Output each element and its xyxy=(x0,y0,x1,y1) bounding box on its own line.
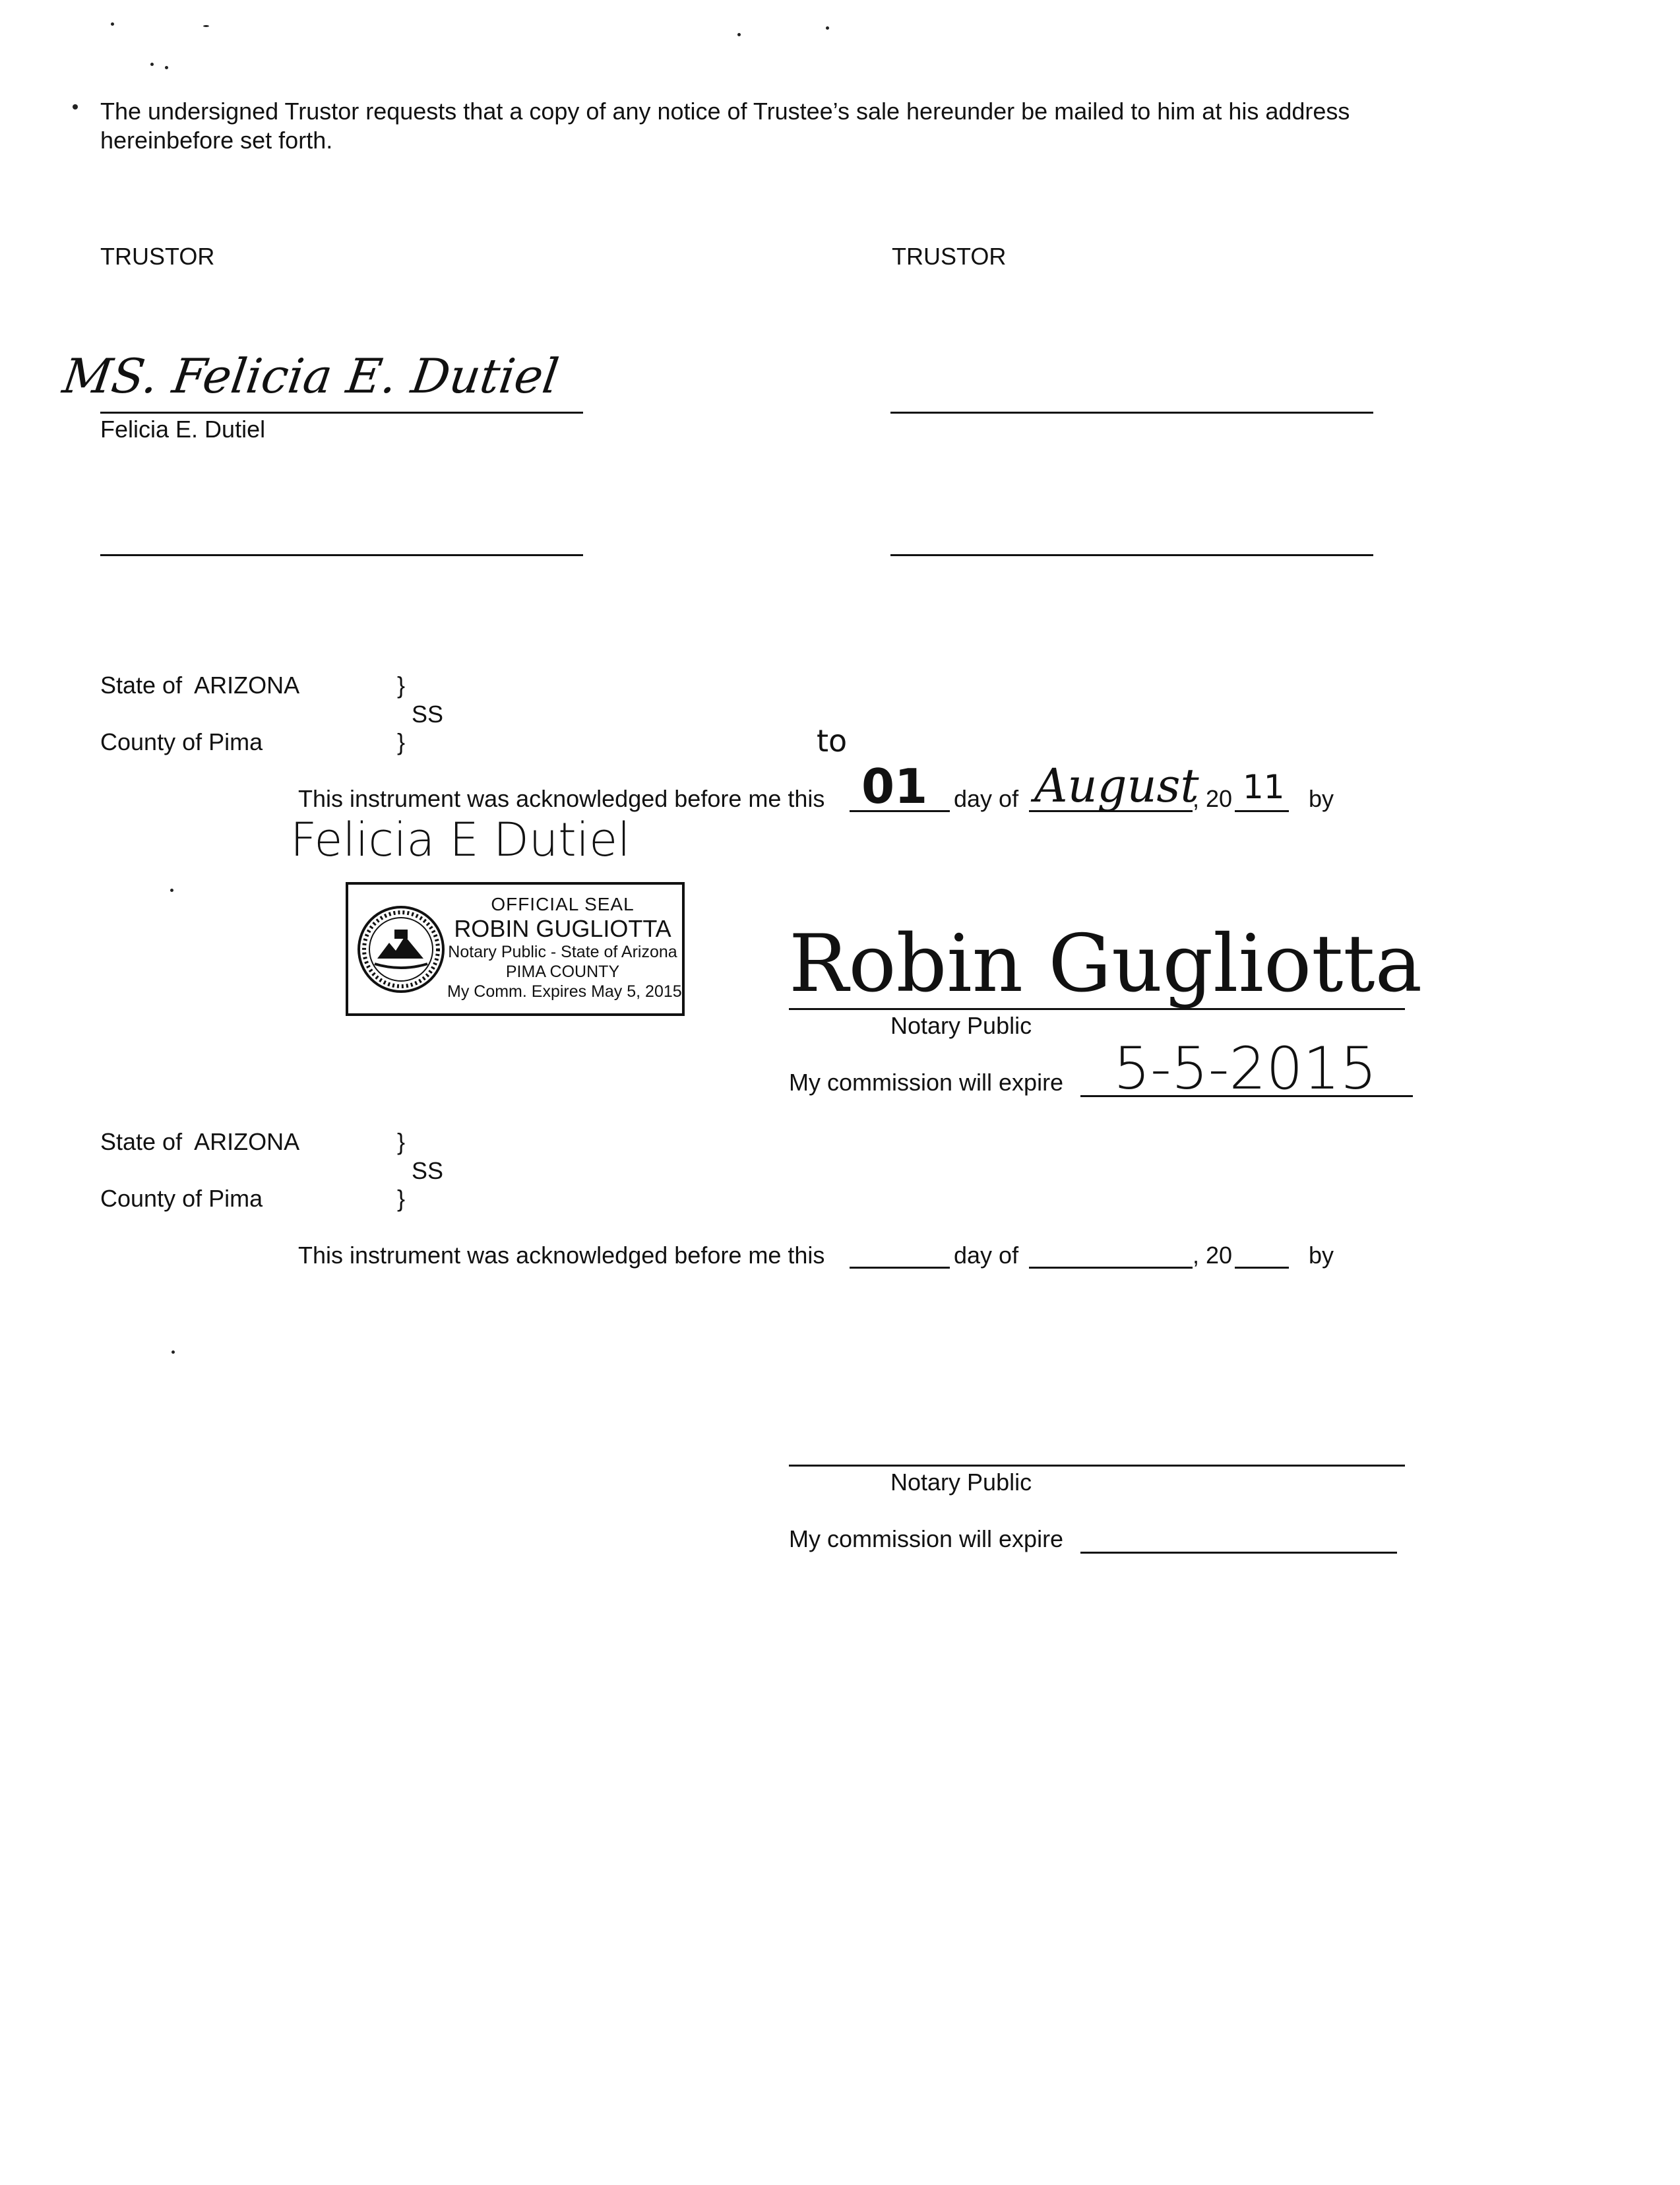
scan-speck xyxy=(826,26,829,30)
ack1-notary-public-label: Notary Public xyxy=(890,1012,1032,1039)
ack1-notary-signature-line xyxy=(789,1008,1405,1010)
ack1-handwritten-day-note: to xyxy=(817,723,848,759)
scan-speck xyxy=(737,33,741,36)
seal-line-1: Notary Public - State of Arizona xyxy=(448,943,677,961)
ack1-day-of: day of xyxy=(954,785,1019,812)
ack1-ss: SS xyxy=(412,701,444,728)
ack2-county-label: County of Pima xyxy=(100,1185,263,1212)
ack1-notary-signature: Robin Gugliotta xyxy=(789,918,1423,1010)
request-paragraph-line-1: The undersigned Trustor requests that a copy of any notice of Trustee’s sale hereunder be mailed to him at his address xyxy=(100,98,1350,125)
ack2-month-blank xyxy=(1029,1267,1193,1269)
ack2-brace-top: } xyxy=(397,1128,406,1155)
official-seal-stamp xyxy=(346,882,685,1016)
ack2-notary-signature-line xyxy=(789,1465,1405,1467)
ack1-handwritten-year: 11 xyxy=(1243,768,1285,806)
ack2-brace-bottom: } xyxy=(397,1185,406,1212)
ack2-text-before-day: This instrument was acknowledged before me this xyxy=(298,1242,825,1269)
seal-line-3: My Comm. Expires May 5, 2015 xyxy=(447,982,682,1001)
ack2-commission-blank xyxy=(1080,1552,1397,1554)
ack1-brace-top: } xyxy=(397,672,406,699)
ack1-county-label: County of Pima xyxy=(100,728,263,755)
ack2-day-of: day of xyxy=(954,1242,1019,1269)
ack1-comma-20: , 20 xyxy=(1193,785,1233,812)
scan-speck xyxy=(150,63,154,66)
seal-name: ROBIN GUGLIOTTA xyxy=(454,915,671,942)
ack2-commission-label: My commission will expire xyxy=(789,1525,1064,1552)
scan-speck xyxy=(170,889,173,892)
trustor-3-signature-line xyxy=(100,554,583,556)
seal-title: OFFICIAL SEAL xyxy=(491,894,635,914)
ack1-text-before-day: This instrument was acknowledged before me this xyxy=(298,785,825,812)
ack1-brace-bottom: } xyxy=(397,728,406,755)
scan-speck xyxy=(73,104,78,110)
ack1-by: by xyxy=(1309,785,1334,812)
ack2-comma-20: , 20 xyxy=(1193,1242,1233,1269)
trustor-1-name: Felicia E. Dutiel xyxy=(100,416,266,443)
ack1-commission-label: My commission will expire xyxy=(789,1069,1064,1096)
request-paragraph-line-2: hereinbefore set forth. xyxy=(100,127,333,154)
ack2-notary-public-label: Notary Public xyxy=(890,1469,1032,1496)
trustor-4-signature-line xyxy=(890,554,1373,556)
ack1-handwritten-day: 01 xyxy=(861,759,928,814)
scan-speck xyxy=(165,66,168,69)
ack2-ss: SS xyxy=(412,1157,444,1184)
ack1-handwritten-name: Felicia E Dutiel xyxy=(290,813,631,867)
ack2-year-blank xyxy=(1235,1267,1289,1269)
seal-line-2: PIMA COUNTY xyxy=(505,963,620,981)
ack1-state-label: State of ARIZONA xyxy=(100,672,300,699)
ack1-handwritten-month: August xyxy=(1034,759,1199,813)
ack1-handwritten-expiry: 5-5-2015 xyxy=(1113,1034,1377,1102)
ack1-year-blank xyxy=(1235,810,1289,812)
arizona-seal-emblem-icon xyxy=(355,903,447,996)
trustor-2-signature-line xyxy=(890,412,1373,414)
ack2-by: by xyxy=(1309,1242,1334,1269)
trustor-left-heading: TRUSTOR xyxy=(100,243,215,270)
scan-speck xyxy=(203,25,209,27)
trustor-right-heading: TRUSTOR xyxy=(892,243,1007,270)
scan-speck xyxy=(171,1350,175,1354)
trustor-1-signature: MS. Felicia E. Dutiel xyxy=(59,348,563,404)
ack2-day-blank xyxy=(850,1267,950,1269)
ack2-state-label: State of ARIZONA xyxy=(100,1128,300,1155)
scan-speck xyxy=(111,22,114,26)
trustor-1-signature-line xyxy=(100,412,583,414)
